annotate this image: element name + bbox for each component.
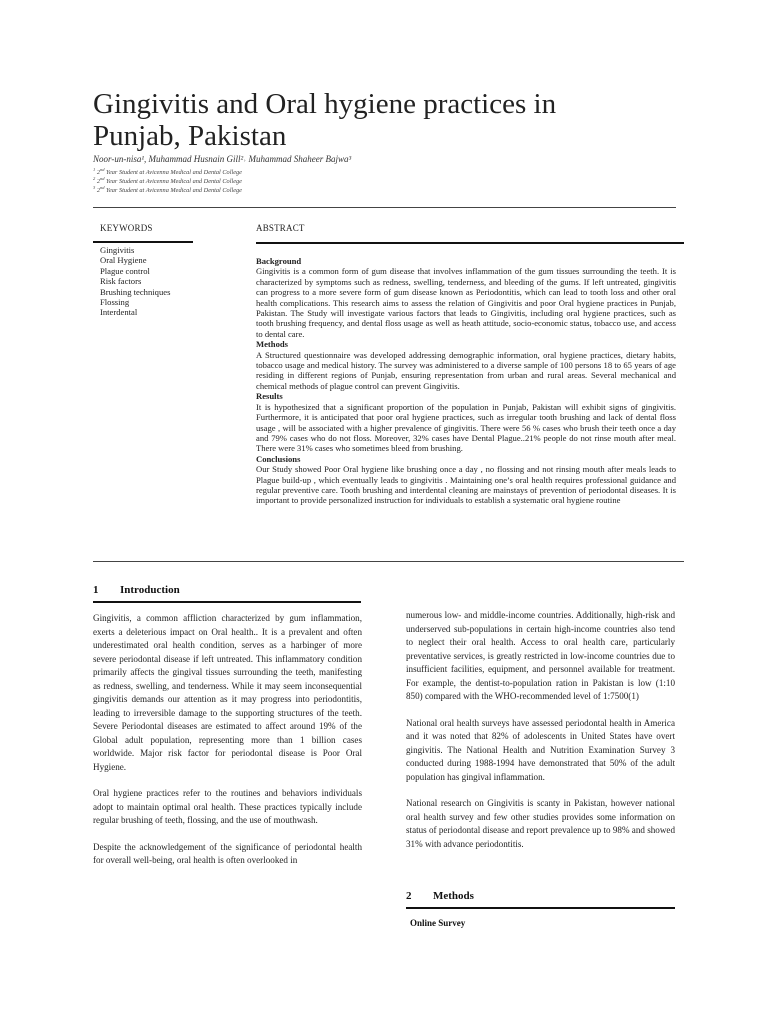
abstract-divider	[93, 561, 684, 562]
abstract-methods-text: A Structured questionnaire was developed addressing demographic information, oral hygiene practices, dietary habits, tobacco usage and medical history. The survey was administered to a diverse sample of 100 persons 18 to 65 years of age residing in different regions of Punjab, ensuring representation from urban and rural areas. Several mechanical and chemical methods of plague control can prevent Gingivitis.	[256, 349, 676, 391]
body-paragraph: Despite the acknowledgement of the significance of periodontal health for overall well-being, oral health is often overlooked in	[93, 841, 362, 865]
abstract-background-text: Gingivitis is a common form of gum disease that involves inflammation of the gum tissues surrounding the teeth. It is characterized by symptoms such as redness, swelling, tenderness, and bleeding of the gums. If left untreated, gingivitis can progress to a more severe form of gum disease known as Periodontitis, which can lead to tooth loss and other oral health complications. This research aims to assess the relation of Gingivitis and poor Oral hygiene practices in Punjab, Pakistan. The Study will investigate various factors that leads to Gingivitis, including oral hygiene practices, such as tooth brushing frequency, and dental floss usage as well as heath attitude, socio-economic status, tobacco use, and access to dental care.	[256, 266, 676, 339]
keyword-item: Oral Hygiene	[100, 255, 147, 266]
affiliation-number: 1	[93, 167, 96, 172]
abstract-conclusions-label: Conclusions	[256, 453, 301, 464]
body-paragraph: National research on Gingivitis is scanty in Pakistan, however national oral health survey and few other studies provides some information on status of periodontal disease and report prevalence up to 98% and showed 31% with advance periodontitis.	[406, 798, 675, 849]
abstract-heading: ABSTRACT	[256, 223, 305, 233]
introduction-right-column	[406, 609, 675, 864]
keyword-item: Gingivitis	[100, 245, 135, 255]
abstract-background-label: Background	[256, 256, 302, 266]
keyword-item: Brushing techniques	[100, 286, 171, 297]
affiliation-text: Year Student at Avicenna Medical and Dental College	[104, 178, 242, 186]
affiliation-text: Year Student at Avicenna Medical and Dental College	[104, 169, 242, 177]
affiliation-number: 3	[93, 185, 96, 190]
abstract-conclusions-text: Our Study showed Poor Oral hygiene like brushing once a day , no flossing and not rinsing mouth after meals leads to Plague build-up , which eventually leads to gingivitis . Maintaining one’s oral health requires professional guidance and regular preventive care. Tooth brushing and interdental cleaning are mainstays of prevention of periodontal diseases. It is important to provide personalized instruction for individuals to establish a systematic oral hygiene routine	[256, 464, 676, 506]
affiliation-3: $^3$ 2nd Year Student at Avicenna Medical and Dental College	[93, 185, 242, 195]
keyword-item: Risk factors	[100, 276, 142, 287]
abstract-results-label: Results	[256, 391, 283, 402]
section-number: 2	[406, 890, 412, 902]
affiliation-ordinal: nd	[99, 185, 105, 190]
affiliation-2: $^2$ 2nd Year Student at Avicenna Medical and Dental College	[93, 176, 242, 186]
keyword-item: Flossing	[100, 297, 130, 308]
affiliation-ordinal: nd	[99, 167, 105, 172]
affiliation-1: $^1$ 2nd Year Student at Avicenna Medical and Dental College	[93, 167, 242, 177]
header-divider	[93, 207, 676, 208]
body-paragraph: National oral health surveys have assessed periodontal health in America and it was noted that 82% of adolescents in United States have overt gingivitis. The National Health and Nutrition Examination Survey 3 conducted during 1988-1994 have demonstrated that 50% of the adult population has gingival inflammation.	[406, 717, 675, 782]
affiliation-ordinal: nd	[99, 176, 105, 181]
affiliation-text: Year Student at Avicenna Medical and Dental College	[104, 187, 242, 195]
body-paragraph: Oral hygiene practices refer to the routines and behaviors individuals adopt to maintain optimal oral health. These practices typically include regular brushing of teeth, flossing, and the use of mouthwash.	[93, 788, 362, 825]
section-title: Methods	[433, 890, 474, 902]
keywords-list	[100, 245, 170, 318]
section-heading-methods	[406, 890, 474, 902]
body-paragraph: numerous low- and middle-income countries. Additionally, high-risk and underserved sub-populations in certain high-income countries also tend to neglect their oral health. Access to oral health care, particularly preventative services, is greatly restricted in low-income countries due to insufficient facilities, equipment, and personnel available for treatment. For example, the dentist-to-population ration in Pakistan is low (1:10 850) compared with the WHO-recommended level of 1:7500(1)	[406, 610, 675, 701]
section-heading-introduction	[93, 584, 180, 596]
paper-title-line-2: Punjab, Pakistan	[93, 120, 287, 152]
section-rule	[406, 907, 675, 909]
abstract-methods-label: Methods	[256, 339, 288, 350]
abstract-results-text: It is hypothesized that a significant proportion of the population in Punjab, Pakistan will exhibit signs of gingivitis. Furthermore, it is anticipated that poor oral hygiene practices, such as irregular tooth brushing and lack of dental floss usage , will be associated with a higher prevalence of gingivitis. There were 56 % cases who brush their teeth once a day and 79% cases who do not floss. Moreover, 32% cases have Dental Plague..21% people do not rinse mouth after meal. There were 31% cases who sometimes bleed from brushing.	[256, 401, 676, 454]
keyword-item: Plague control	[100, 265, 150, 276]
keywords-heading: KEYWORDS	[100, 223, 153, 233]
section-number: 1	[93, 584, 99, 596]
affiliation-number: 2	[93, 176, 96, 181]
keyword-item: Interdental	[100, 307, 138, 318]
keywords-rule	[93, 241, 193, 243]
methods-subheading: Online Survey	[410, 918, 466, 928]
body-paragraph: Gingivitis, a common affliction characterized by gum inflammation, exerts a deleterious impact on Oral health.. It is a prevalent and often underestimated oral health condition, serves as a harbinger of more severe periodontal disease if left untreated. This inflammatory condition primarily affects the gingival tissues surrounding the teeth, manifesting as redness, swelling, and tenderness. While it may seem inconsequential gingivitis demands our attention as it may progress into periodontitis, leading to irreversible damage to the supporting structures of the teeth. Severe Periodontal diseases are estimated to affect around 19% of the Global adult population, representing more than 1 billion cases worldwide. Major risk factor for periodontal disease is Poor Oral Hygiene.	[93, 613, 362, 772]
author-list: Noor-un-nisa¹, Muhammad Husnain Gill²˒ Muhammad Shaheer Bajwa³	[93, 154, 352, 164]
abstract-body	[256, 256, 676, 506]
section-title: Introduction	[120, 584, 180, 596]
paper-title-line-1: Gingivitis and Oral hygiene practices in	[93, 88, 557, 120]
introduction-left-column	[93, 612, 362, 881]
abstract-rule	[256, 242, 684, 244]
section-rule	[93, 601, 361, 603]
paper-title	[93, 88, 693, 152]
